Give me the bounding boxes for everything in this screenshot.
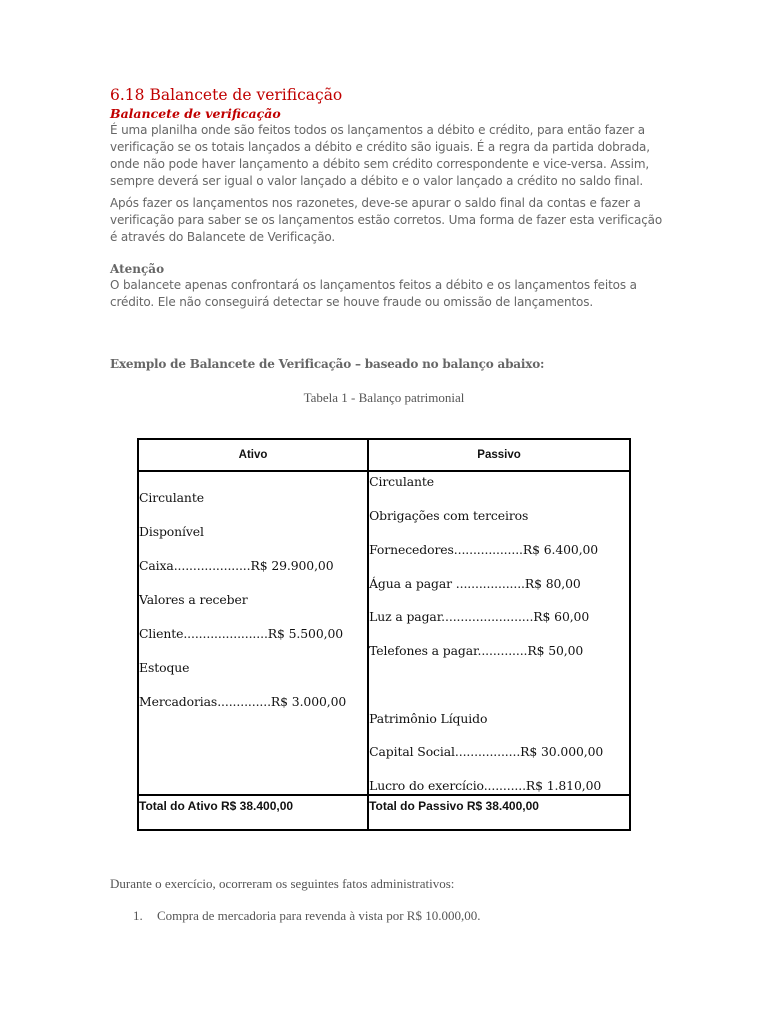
ativo-total: Total do Ativo R$ 38.400,00 bbox=[138, 795, 368, 830]
ativo-line: Cliente......................R$ 5.500,00 bbox=[139, 626, 344, 641]
passivo-line: Lucro do exercício...........R$ 1.810,00 bbox=[369, 778, 602, 793]
passivo-line: Telefones a pagar.............R$ 50,00 bbox=[369, 643, 584, 658]
passivo-line: Obrigações com terceiros bbox=[369, 508, 529, 523]
ativo-line: Valores a receber bbox=[139, 592, 248, 607]
table-total-row bbox=[138, 795, 630, 830]
ativo-line: Caixa....................R$ 29.900,00 bbox=[139, 558, 334, 573]
balance-sheet-table bbox=[137, 438, 631, 831]
passivo-line: Capital Social.................R$ 30.000,00 bbox=[369, 744, 604, 759]
paragraph-definition: É uma planilha onde são feitos todos os lançamentos a débito e crédito, para então fazer a verificação se os totais lançados a débito e crédito são iguais. É a regra da partida dobrada, onde não pode haver lançamento a débito sem crédito correspondente e vice-versa. Assim, sempre deverá ser igual o valor lançado a débito e o valor lançado a crédito no saldo final. bbox=[110, 123, 650, 188]
table-caption: Tabela 1 - Balanço patrimonial bbox=[303, 390, 465, 405]
section-heading: 6.18 Balancete de verificação bbox=[110, 86, 343, 104]
passivo-line: Água a pagar ..................R$ 80,00 bbox=[369, 576, 581, 591]
ativo-header: Ativo bbox=[138, 439, 368, 471]
example-title: Exemplo de Balancete de Verificação – baseado no balanço abaixo: bbox=[110, 357, 545, 371]
passivo-line: Fornecedores..................R$ 6.400,00 bbox=[369, 542, 599, 557]
table-body-row bbox=[138, 471, 630, 795]
paragraph-attention: O balancete apenas confrontará os lançamentos feitos a débito e os lançamentos feitos a crédito. Ele não conseguirá detectar se houve fraude ou omissão de lançamentos. bbox=[110, 278, 637, 309]
ativo-line: Estoque bbox=[139, 660, 190, 675]
list-item-number: 1. bbox=[133, 908, 143, 923]
list-item bbox=[133, 908, 480, 924]
list-item-text: Compra de mercadoria para revenda à vista por R$ 10.000,00. bbox=[157, 908, 481, 923]
passivo-line: Luz a pagar........................R$ 60,00 bbox=[369, 609, 590, 624]
passivo-line: Patrimônio Líquido bbox=[369, 711, 488, 726]
ativo-line: Circulante bbox=[139, 490, 204, 505]
passivo-cell bbox=[368, 471, 630, 795]
fatos-intro: Durante o exercício, ocorreram os seguintes fatos administrativos: bbox=[110, 876, 455, 891]
table-header-row bbox=[138, 439, 630, 471]
paragraph-procedure: Após fazer os lançamentos nos razonetes, deve-se apurar o saldo final da contas e fazer a verificação para saber se os lançamentos estão corretos. Uma forma de fazer esta verificação é através do Balancete de Verificação. bbox=[110, 196, 663, 244]
ativo-line: Mercadorias..............R$ 3.000,00 bbox=[139, 694, 347, 709]
passivo-header: Passivo bbox=[368, 439, 630, 471]
ativo-cell bbox=[138, 471, 368, 795]
attention-label: Atenção bbox=[110, 262, 165, 276]
passivo-line: Circulante bbox=[369, 474, 435, 489]
section-subheading: Balancete de verificação bbox=[110, 106, 281, 121]
ativo-line: Disponível bbox=[139, 524, 204, 539]
passivo-total: Total do Passivo R$ 38.400,00 bbox=[368, 795, 630, 830]
